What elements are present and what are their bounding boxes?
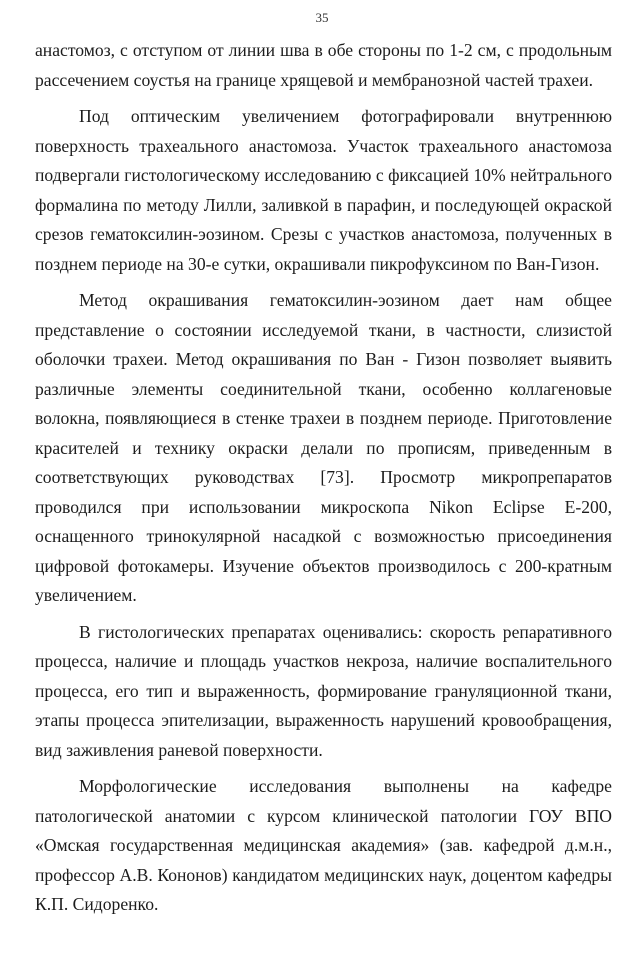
paragraph-continuation: анастомоз, с отступом от линии шва в обе стороны по 1-2 см, с продольным рассечением соустья на границе хрящевой и мембранозной частей трахеи. [35, 40, 612, 90]
paragraph-histology-criteria: В гистологических препаратах оценивались: скорость репаративного процесса, наличие и площадь участков некроза, наличие воспалительного процесса, его тип и выраженность, формирование грануляционной ткани, этапы процесса эпителизации, выраженность нарушений кровообращения, вид заживления раневой поверхности. [35, 621, 612, 760]
paragraph-staining-method: Метод окрашивания гематоксилин-эозином дает нам общее представление о состоянии исследуемой ткани, в частности, слизистой оболочки трахеи. Метод окрашивания по Ван - Гизон позволяет выявить различные элементы соединительной ткани, особенно коллагеновые волокна, появляющиеся в стенке трахеи в позднем периоде. Приготовление красителей и технику окраски делали по прописям, приведенным в соответствующих руководствах [73]. Просмотр микропрепаратов проводился при использовании микроскопа Nikon Eclipse E-200, оснащенного тринокулярной насадкой с возможностью присоединения цифровой фотокамеры. Изучение объектов производилось с 200-кратным увеличением. [35, 290, 612, 605]
paragraph-photography: Под оптическим увеличением фотографировали внутреннюю поверхность трахеального анастомоза. Участок трахеального анастомоза подвергали гистологическому исследованию с фиксацией 10% нейтрального формалина по методу Лилли, заливкой в парафин, и последующей окраской срезов гематоксилин-эозином. Срезы с участков анастомоза, полученных в позднем периоде на 30-е сутки, окрашивали пикрофуксином по Ван-Гизон. [35, 106, 612, 274]
text-body [35, 36, 612, 920]
paragraph-acknowledgement: Морфологические исследования выполнены на кафедре патологической анатомии с курсом клинической патологии ГОУ ВПО «Омская государственная медицинская академия» (зав. кафедрой д.м.н., профессор А.В. Кононов) кандидатом медицинских наук, доцентом кафедры К.П. Сидоренко. [35, 776, 612, 914]
page-number: 35 [315, 10, 329, 25]
